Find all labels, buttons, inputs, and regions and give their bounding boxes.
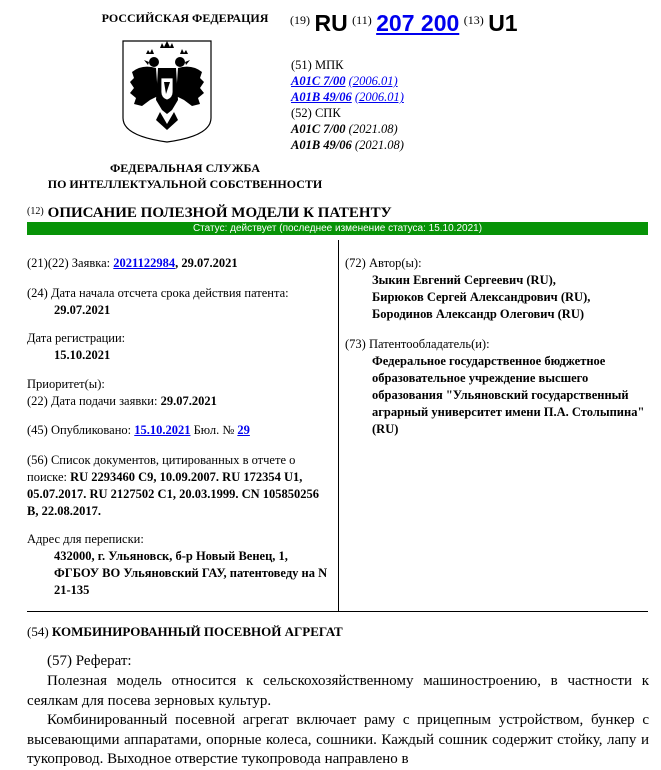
document-number-link[interactable]: 207 200 — [376, 10, 460, 36]
author-name: Зыкин Евгений Сергеевич (RU), — [372, 273, 556, 287]
registration-date: 15.10.2021 — [54, 348, 111, 362]
patent-holder-field — [345, 336, 645, 438]
bulletin-label: Бюл. № — [190, 423, 238, 437]
spk-code: A01B 49/06 — [291, 138, 352, 152]
application-date: , 29.07.2021 — [175, 256, 238, 270]
code-13: (13) — [463, 13, 484, 27]
patent-holder-name: Федеральное государственное бюджетное образовательное учреждение высшего образования "Ульяновский государственный аграрный университет имени П.А. Столыпина" (RU) — [372, 354, 645, 436]
author-name: Бирюков Сергей Александрович (RU), — [372, 290, 591, 304]
code-19: (19) — [290, 13, 310, 27]
publication-date-link[interactable]: 15.10.2021 — [134, 423, 191, 437]
spk-item — [291, 121, 404, 137]
cited-documents: RU 2293460 C9, 10.09.2007. RU 172354 U1, 05.07.2017. RU 2127502 C1, 20.03.1999. CN 105850256 B, 22.08.2017. — [27, 470, 320, 518]
bulletin-number-link[interactable]: 29 — [237, 423, 250, 437]
abstract-paragraph: Полезная модель относится к сельскохозяйственному машиностроению, в частности к сеялкам для посева зерновых культур. — [27, 673, 649, 709]
address-field — [27, 531, 332, 599]
registration-label: Дата регистрации: — [27, 331, 126, 345]
application-number-link[interactable]: 2021122984 — [113, 256, 176, 270]
mpk-label: (51) МПК — [291, 58, 344, 72]
kind-code: U1 — [488, 10, 518, 36]
patent-office-name-line1: ФЕДЕРАЛЬНАЯ СЛУЖБА — [110, 161, 260, 175]
spk-version: (2021.08) — [348, 122, 398, 136]
code-11: (11) — [352, 13, 372, 27]
state-emblem-icon — [120, 38, 214, 144]
mpk-code-link[interactable]: A01B 49/06 — [291, 90, 352, 104]
classification-block — [291, 57, 404, 153]
spk-code: A01C 7/00 — [291, 122, 346, 136]
country-code: RU — [314, 10, 348, 36]
term-field — [27, 285, 332, 319]
author-name: Бородинов Александр Олегович (RU) — [372, 307, 585, 321]
application-label: (21)(22) Заявка: — [27, 256, 114, 270]
publication-label: (45) Опубликовано: — [27, 423, 135, 437]
address-label: Адрес для переписки: — [27, 532, 144, 546]
authors-label: (72) Автор(ы): — [345, 256, 422, 270]
mpk-code-link[interactable]: A01C 7/00 — [291, 74, 346, 88]
invention-name — [27, 624, 343, 640]
invention-name-text: КОМБИНИРОВАННЫЙ ПОСЕВНОЙ АГРЕГАТ — [51, 624, 343, 639]
column-divider — [338, 240, 339, 611]
abstract-heading: (57) Реферат: — [47, 653, 132, 669]
mpk-item[interactable] — [291, 89, 404, 105]
registration-field — [27, 330, 332, 364]
term-date: 29.07.2021 — [54, 303, 111, 317]
abstract-paragraph: Комбинированный посевной агрегат включает раму с прицепным устройством, бункер с высевающими аппаратами, опорные колеса, сошники. Каждый сошник содержит стойку, лапу и тукопровод. Выходное отверстие тукопровода направлено в — [27, 712, 649, 767]
patent-office-name — [40, 160, 330, 192]
mpk-item[interactable] — [291, 73, 404, 89]
address-text: 432000, г. Ульяновск, б-р Новый Венец, 1, ФГБОУ ВО Ульяновский ГАУ, патентоведу на N 21-135 — [54, 549, 328, 597]
mpk-version-link[interactable]: (2006.01) — [354, 90, 404, 104]
cited-label: (56) Список документов, цитированных в отчете о поиске: — [27, 453, 296, 484]
priority-line: (22) Дата подачи заявки: 29.07.2021 — [27, 394, 217, 408]
application-field — [27, 255, 332, 272]
country-name: РОССИЙСКАЯ ФЕДЕРАЦИЯ — [101, 11, 269, 25]
patent-office-name-line2: ПО ИНТЕЛЛЕКТУАЛЬНОЙ СОБСТВЕННОСТИ — [47, 177, 323, 191]
publication-number — [290, 10, 518, 37]
term-label: (24) Дата начала отсчета срока действия патента: — [27, 286, 289, 300]
document-title — [27, 204, 392, 222]
code-54: (54) — [27, 624, 52, 639]
cited-documents-field — [27, 452, 332, 520]
priority-date: 29.07.2021 — [160, 394, 217, 408]
authors-field — [345, 255, 645, 323]
priority-field — [27, 376, 332, 410]
patent-holder-label: (73) Патентообладатель(и): — [345, 337, 490, 351]
priority-label: Приоритет(ы): — [27, 377, 105, 391]
mpk-version-link[interactable]: (2006.01) — [348, 74, 398, 88]
spk-label: (52) СПК — [291, 106, 341, 120]
code-12: (12) — [27, 206, 44, 217]
status-bar: Статус: действует (последнее изменение статуса: 15.10.2021) — [27, 222, 648, 235]
document-title-text: ОПИСАНИЕ ПОЛЕЗНОЙ МОДЕЛИ К ПАТЕНТУ — [47, 205, 392, 221]
publication-field — [27, 422, 332, 439]
spk-item — [291, 137, 404, 153]
abstract-body — [27, 672, 649, 770]
spk-version: (2021.08) — [354, 138, 404, 152]
